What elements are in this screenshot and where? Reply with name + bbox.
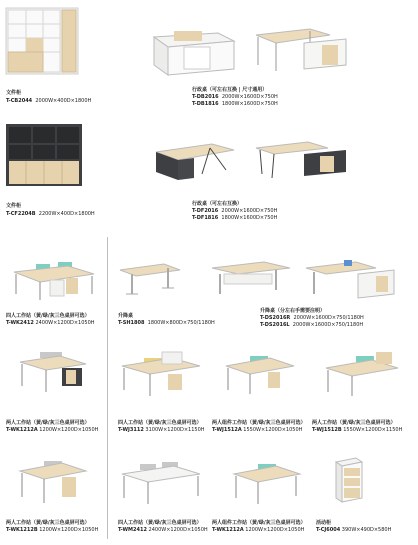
exec-desk-dark2-image: [252, 138, 348, 182]
row4-3-code: T-WJ1512B: [312, 427, 342, 433]
row3-0-name: 四人工作站（黄/绿/灰三色桌屏可选）: [6, 313, 90, 319]
row5-1-code: T-WM2412: [118, 527, 147, 533]
row3-0-size: 2400W×1200D×1050H: [35, 320, 95, 326]
row3-2-code-1: T-DS2016L: [260, 322, 290, 328]
row3-1-code: T-SH1808: [118, 320, 145, 326]
exec-desk-white-image: [148, 25, 236, 83]
row3-1-size: 1800W×800D×750/1180H: [147, 320, 215, 326]
row4-1-spec: [118, 427, 205, 433]
cabinet1-size: 2000W×400D×1800H: [35, 98, 92, 104]
exec1-code-1: T-DB1816: [192, 101, 219, 107]
exec1-line-0: [192, 94, 278, 100]
row4-3-size: 1550W×1200D×1150H: [343, 427, 403, 433]
two-person-combo-b-image: [230, 460, 302, 506]
row3-2-line-1: [260, 322, 363, 328]
exec-desk-dark-image: [150, 138, 236, 184]
exec2-line-0: [192, 208, 277, 214]
cabinet2-code: T-CF2204B: [6, 211, 36, 217]
row5-1-name: 四人工作站（黄/绿/灰三色桌屏可选）: [118, 520, 202, 526]
two-person-workstation-c-image: [16, 455, 88, 505]
row4-2-code: T-WJ1512A: [212, 427, 242, 433]
row3-2-size-0: 2000W×1600D×750/1180H: [293, 315, 364, 321]
row5-3-size: 390W×490D×580H: [341, 527, 392, 533]
row5-2-code: T-WK1212A: [212, 527, 244, 533]
row4-0-name: 两人工作站（黄/绿/灰三色桌屏可选）: [6, 420, 90, 426]
exec2-size-1: 1800W×1600D×750H: [221, 215, 278, 221]
row4-3-name: 两人工作站（黄/绿/灰三色桌屏可选）: [312, 420, 396, 426]
exec2-line-1: [192, 215, 277, 221]
row5-3-code: T-CJ6004: [316, 527, 341, 533]
lift-desk-return-image: [304, 258, 396, 300]
row3-0-code: T-WK2412: [6, 320, 34, 326]
row5-0-size: 1200W×1200D×1050H: [39, 527, 99, 533]
column-divider: [107, 237, 108, 539]
row5-0-code: T-WK1212B: [6, 527, 38, 533]
row3-2-name: 升降桌（分左右手需要注明）: [260, 308, 326, 314]
row4-1-name: 四人工作站（黄/绿/灰三色桌屏可选）: [118, 420, 202, 426]
exec-desk-wood-image: [252, 25, 348, 77]
exec2-code-1: T-DF1816: [192, 215, 219, 221]
cabinet2-size: 2200W×400D×1800H: [38, 211, 95, 217]
four-person-workstation-c-image: [118, 460, 202, 506]
lift-exec-desk-image: [210, 258, 292, 298]
row5-1-spec: [118, 527, 208, 533]
row5-3-spec: [316, 527, 391, 533]
row4-1-code: T-WJ3112: [118, 427, 144, 433]
exec1-size-1: 1800W×1600D×750H: [221, 101, 278, 107]
cabinet1-spec: [6, 98, 91, 104]
two-person-workstation-b-image: [322, 352, 400, 398]
row4-1-size: 3100W×1200D×1150H: [145, 427, 205, 433]
exec1-size-0: 2000W×1600D×750H: [221, 94, 278, 100]
cabinet2-name: 文件柜: [6, 203, 22, 209]
exec1-name: 行政桌（可左右互换 | 尺寸通用）: [192, 87, 268, 93]
row3-1-spec: [118, 320, 215, 326]
row4-0-code: T-WK1212A: [6, 427, 38, 433]
two-person-workstation-a-image: [16, 350, 88, 394]
row5-2-spec: [212, 527, 304, 533]
row3-2-code-0: T-DS2016R: [260, 315, 291, 321]
exec1-code-0: T-DB2016: [192, 94, 219, 100]
filing-cabinet-white-image: [6, 8, 78, 74]
row5-1-size: 2400W×1200D×1050H: [148, 527, 208, 533]
lift-desk-image: [118, 262, 182, 298]
row5-0-name: 两人工作站（黄/绿/灰三色桌屏可选）: [6, 520, 90, 526]
mobile-pedestal-image: [334, 456, 364, 506]
cabinet1-code: T-CB2044: [6, 98, 33, 104]
row4-0-size: 1200W×1200D×1050H: [39, 427, 99, 433]
filing-cabinet-dark-image: [6, 124, 82, 186]
exec2-code-0: T-DF2016: [192, 208, 219, 214]
row3-0-spec: [6, 320, 95, 326]
row3-1-name: 升降桌: [118, 313, 134, 319]
two-person-combo-a-image: [222, 352, 296, 396]
four-person-workstation-b-image: [118, 350, 202, 398]
row4-2-spec: [212, 427, 302, 433]
row3-2-size-1: 2000W×1600D×750/1180H: [292, 322, 364, 328]
row5-2-size: 1200W×1200D×1050H: [245, 527, 305, 533]
row4-3-spec: [312, 427, 402, 433]
exec2-name: 行政桌（可左右互换）: [192, 201, 243, 207]
four-person-workstation-image: [10, 260, 96, 302]
row4-0-spec: [6, 427, 98, 433]
cabinet2-spec: [6, 211, 95, 217]
row4-2-size: 1550W×1200D×1050H: [243, 427, 303, 433]
row4-2-name: 两人组件工作站（黄/绿/灰三色桌屏可选）: [212, 420, 306, 426]
exec2-size-0: 2000W×1600D×750H: [221, 208, 278, 214]
row5-2-name: 两人组件工作站（黄/绿/灰三色桌屏可选）: [212, 520, 306, 526]
cabinet1-name: 文件柜: [6, 90, 22, 96]
exec1-line-1: [192, 101, 278, 107]
row5-0-spec: [6, 527, 98, 533]
row3-2-line-0: [260, 315, 364, 321]
row5-3-name: 活动柜: [316, 520, 332, 526]
